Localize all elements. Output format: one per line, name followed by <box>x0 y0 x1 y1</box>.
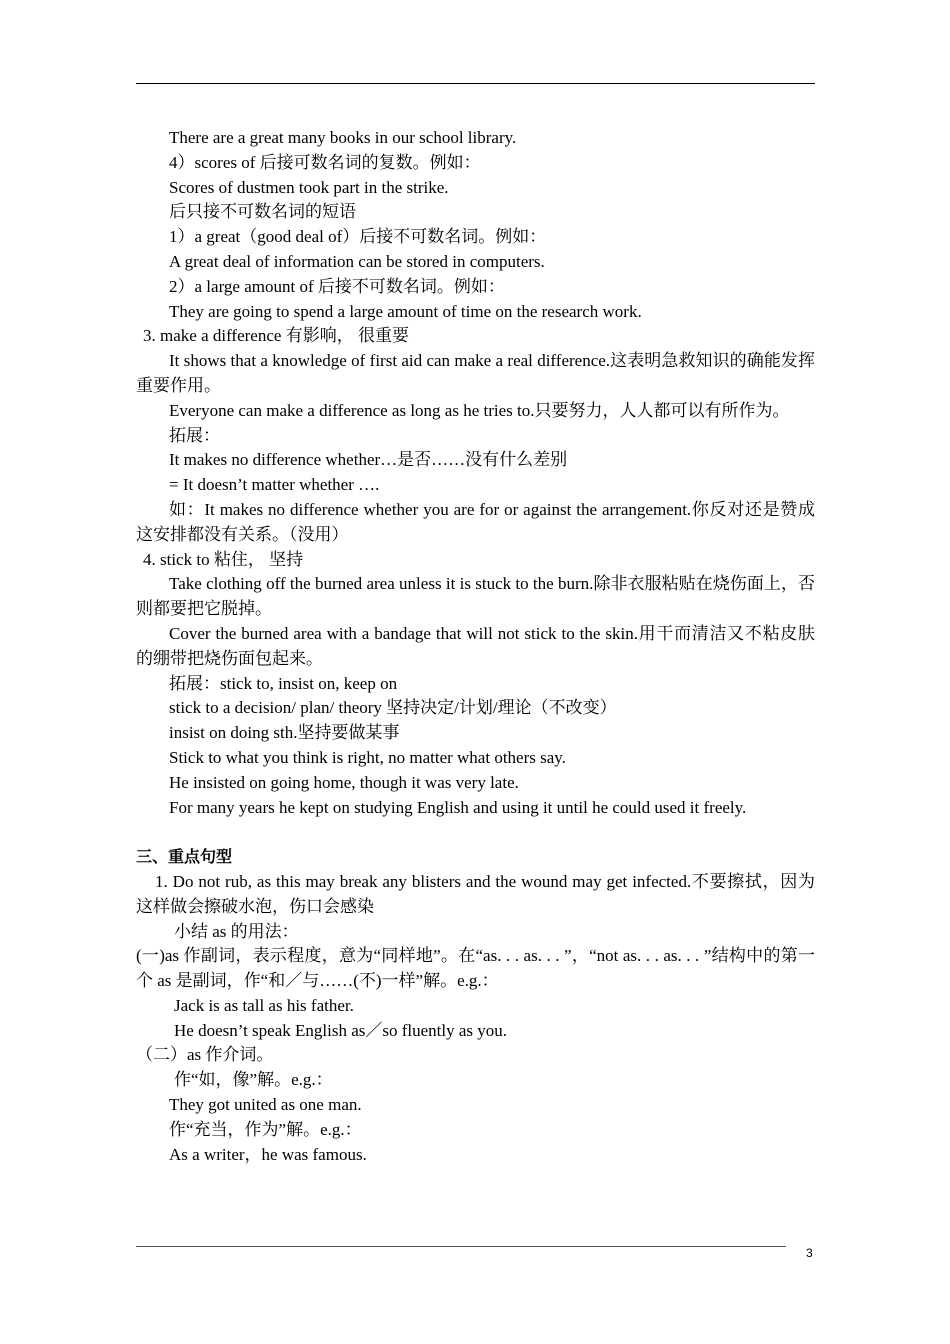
text-line: They are going to spend a large amount of time on the research work. <box>169 301 642 321</box>
header-rule <box>136 83 815 84</box>
footer-rule <box>136 1246 786 1247</box>
section-heading: 三、重点句型 <box>136 847 233 867</box>
text-line: 小结 as 的用法： <box>174 921 299 941</box>
item-heading: 4. stick to 粘住， 坚持 <box>143 549 304 569</box>
text-line: 拓展：stick to, insist on, keep on <box>169 673 398 693</box>
text-line: （二）as 作介词。 <box>136 1045 274 1065</box>
text-line: They got united as one man. <box>169 1095 362 1115</box>
text-line: Stick to what you think is right, no matter what others say. <box>169 747 566 767</box>
text-paragraph: Cover the burned area with a bandage that will not stick to the skin.用干而清洁又不粘皮肤的绷带把烧伤面包起来。 <box>136 623 815 668</box>
text-paragraph: Take clothing off the burned area unless it is stuck to the burn.除非衣服粘贴在烧伤面上，否则都要把它脱掉。 <box>136 574 815 619</box>
text-line: 后只接不可数名词的短语 <box>169 202 356 222</box>
text-paragraph: 如：It makes no difference whether you are for or against the arrangement.你反对还是赞成这安排都没有关系。（没用） <box>136 499 815 544</box>
text-line: 作“如，像”解。e.g.： <box>174 1070 333 1090</box>
text-line: There are a great many books in our school library. <box>169 128 517 147</box>
text-line: As a writer，he was famous. <box>169 1144 367 1164</box>
text-paragraph: For many years he kept on studying English and using it until he could used it freely. <box>169 797 747 817</box>
text-line: It makes no difference whether…是否……没有什么差别 <box>169 450 568 470</box>
text-line: 4）scores of 后接可数名词的复数。例如： <box>169 152 481 172</box>
text-line: stick to a decision/ plan/ theory 坚持决定/计划/理论（不改变） <box>169 698 617 718</box>
text-line: 1）a great（good deal of）后接不可数名词。例如： <box>169 227 547 247</box>
item-heading: 3. make a difference 有影响， 很重要 <box>143 326 409 346</box>
text-paragraph: 1. Do not rub, as this may break any blisters and the wound may get infected.不要擦拭，因为这样做会擦破水泡，伤口会感染 <box>136 871 815 916</box>
text-line: He doesn’t speak English as／so fluently as you. <box>174 1020 508 1040</box>
paragraph-gap <box>136 820 815 845</box>
text-line: Jack is as tall as his father. <box>174 995 354 1015</box>
text-line: A great deal of information can be stored in computers. <box>169 251 545 271</box>
text-line: Scores of dustmen took part in the strike. <box>169 177 449 197</box>
text-line: 作“充当，作为”解。e.g.： <box>169 1119 362 1139</box>
text-paragraph: It shows that a knowledge of first aid can make a real difference.这表明急救知识的确能发挥重要作用。 <box>136 351 815 395</box>
text-line: He insisted on going home, though it was very late. <box>169 772 519 792</box>
document-body <box>136 126 815 1167</box>
text-line: = It doesn’t matter whether …. <box>169 475 380 495</box>
text-line: insist on doing sth.坚持要做某事 <box>169 723 400 743</box>
text-line: 拓展： <box>169 425 220 445</box>
text-paragraph: Everyone can make a difference as long as he tries to.只要努力，人人都可以有所作为。 <box>169 400 790 420</box>
page-number: 3 <box>806 1246 813 1260</box>
text-line: 2）a large amount of 后接不可数名词。例如： <box>169 276 505 296</box>
text-paragraph: (一)as 作副词，表示程度，意为“同样地”。在“as. . . as. . . ”，“not as. . . as. . . ”结构中的第一个 as 是副词，作“和／与……(不)一样”解。e.g.： <box>136 946 815 991</box>
